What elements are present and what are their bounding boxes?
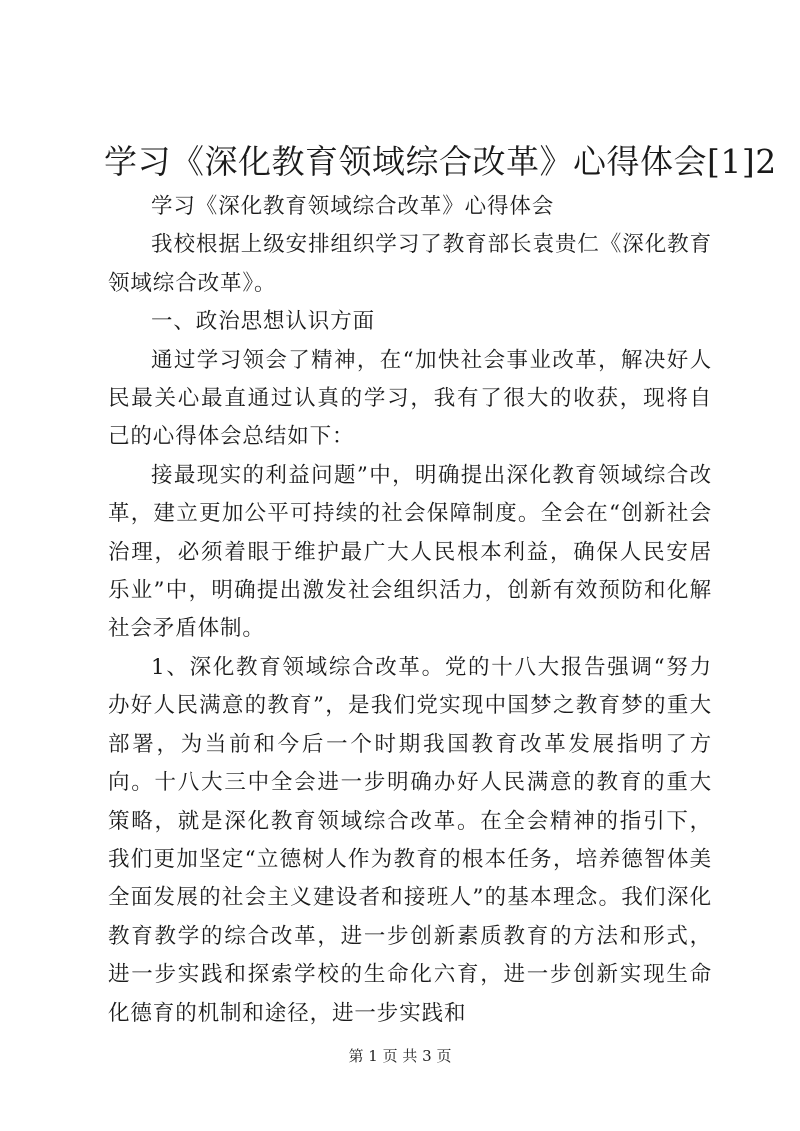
paragraph-intro: 我校根据上级安排组织学习了教育部长袁贵仁《深化教育领域综合改革》。 xyxy=(108,232,712,296)
document-body xyxy=(108,188,712,1033)
paragraph-study: 通过学习领会了精神，在“加快社会事业改革，解决好人民最关心最直通过认真的学习，我有了很大的收获，现将自己的心得体会总结如下： xyxy=(108,347,712,450)
paragraph-subtitle: 学习《深化教育领域综合改革》心得体会 xyxy=(151,194,555,219)
section-heading-political: 一、政治思想认识方面 xyxy=(151,309,376,335)
paragraph-reform: 接最现实的利益问题”中，明确提出深化教育领域综合改革，建立更加公平可持续的社会保障制度。全会在“创新社会治理，必须着眼于维护最广大人民根本利益，确保人民安居乐业”中，明确提出激发社会组织活力，创新有效预防和化解社会矛盾体制。 xyxy=(108,462,712,642)
paragraph-education-reform: 1、深化教育领域综合改革。党的十八大报告强调“努力办好人民满意的教育”，是我们党实现中国梦之教育梦的重大部署，为当前和今后一个时期我国教育改革发展指明了方向。十八大三中全会进一步明确办好人民满意的教育的重大策略，就是深化教育领域综合改革。在全会精神的指引下，我们更加坚定“立德树人作为教育的根本任务，培养德智体美全面发展的社会主义建设者和接班人”的基本理念。我们深化教育教学的综合改革，进一步创新素质教育的方法和形式，进一步实践和探索学校的生命化六育，进一步创新实现生命化德育的机制和途径，进一步实践和 xyxy=(108,654,712,1026)
page-footer: 第 1 页 共 3 页 xyxy=(348,1047,452,1065)
document-title: 学习《深化教育领域综合改革》心得体会[1]2 xyxy=(104,142,777,181)
